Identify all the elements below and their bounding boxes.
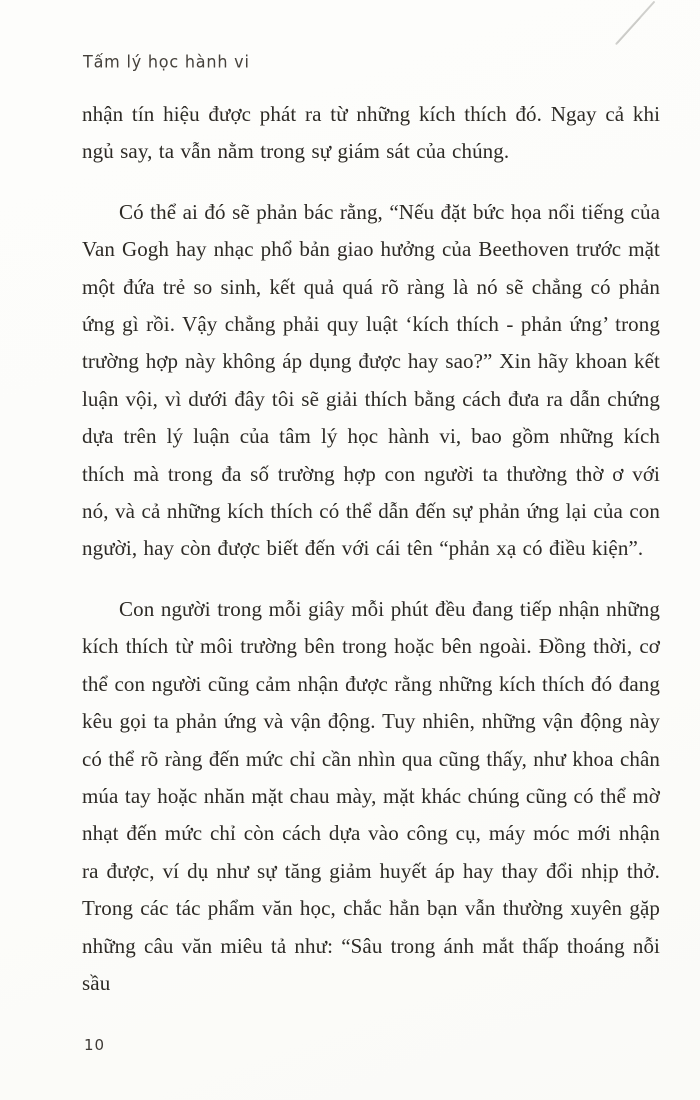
running-header: Tấm lý học hành vi [83,52,250,72]
pen-scratch-mark-faint [617,18,640,44]
paragraph-stimuli: Con người trong mỗi giây mỗi phút đều đang tiếp nhận những kích thích từ môi trường bên trong hoặc bên ngoài. Đồng thời, cơ thể con người cũng cảm nhận được rằng những kích thích đó đang kêu gọi ta phản ứng và vận động. Tuy nhiên, những vận động này có thể rõ ràng đến mức chỉ cần nhìn qua cũng thấy, như khoa chân múa tay hoặc nhăn mặt chau mày, mặt khác chúng cũng có thể mờ nhạt đến mức chỉ còn cách dựa vào công cụ, máy móc mới nhận ra được, ví dụ như sự tăng giảm huyết áp hay thay đổi nhịp thở. Trong các tác phẩm văn học, chắc hẳn bạn vẫn thường xuyên gặp những câu văn miêu tả như: “Sâu trong ánh mắt thấp thoáng nỗi sầu [82,596,660,995]
page-body-text [82,96,660,1002]
paragraph-objection: Có thể ai đó sẽ phản bác rằng, “Nếu đặt bức họa nổi tiếng của Van Gogh hay nhạc phổ bản giao hưởng của Beethoven trước mặt một đứa trẻ so sinh, kết quả quá rõ ràng là nó sẽ chẳng có phản ứng gì rồi. Vậy chẳng phải quy luật ‘kích thích - phản ứng’ trong trường hợp này không áp dụng được hay sao?” Xin hãy khoan kết luận vội, vì dưới đây tôi sẽ giải thích bằng cách đưa ra dẫn chứng dựa trên lý luận của tâm lý học hành vi, bao gồm những kích thích mà trong đa số trường hợp con người ta thường thờ ơ với nó, và cả những kích thích có thể dẫn đến sự phản ứng lại của con người, hay còn được biết đến với cái tên “phản xạ có điều kiện”. [82,199,660,561]
paragraph-continuation: nhận tín hiệu được phát ra từ những kích thích đó. Ngay cả khi ngủ say, ta vẫn nằm trong sự giám sát của chúng. [82,102,660,164]
page-number: 10 [84,1036,106,1054]
